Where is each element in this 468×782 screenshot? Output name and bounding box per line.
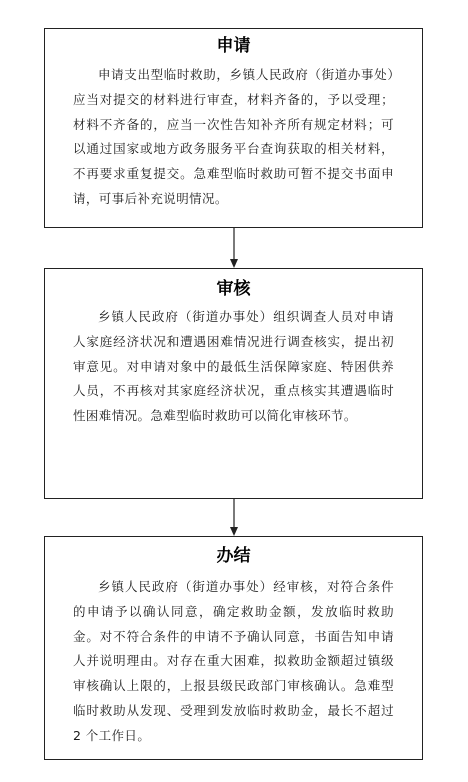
step-title-apply: 申请: [216, 36, 251, 56]
step-box-apply: [44, 28, 423, 228]
step-title-review: 审核: [216, 279, 251, 299]
arrow-review-to-complete: [227, 499, 241, 536]
step-box-complete: [44, 536, 423, 760]
step-text-complete: 乡镇人民政府（街道办事处）经审核，对符合条件的申请予以确认同意，确定救助金额，发放临时救助金。对不符合条件的申请不予确认同意，书面告知申请人并说明理由。对存在重大困难，拟救助金额超过镇级审核确认上限的，上报县级民政部门审核确认。急难型临时救助从发现、受理到发放临时救助金，最长不超过 2 个工作日。: [73, 579, 394, 743]
step-text-apply: 申请支出型临时救助，乡镇人民政府（街道办事处）应当对提交的材料进行审查，材料齐备的，予以受理；材料不齐备的，应当一次性告知补齐所有规定材料；可以通过国家或地方政务服务平台查询获取的相关材料，不再要求重复提交。急难型临时救助可暂不提交书面申请，可事后补充说明情况。: [73, 67, 394, 206]
step-box-review: [44, 268, 423, 499]
step-title-complete: 办结: [216, 546, 251, 566]
step-text-review: 乡镇人民政府（街道办事处）组织调查人员对申请人家庭经济状况和遭遇困难情况进行调查核实，提出初审意见。对申请对象中的最低生活保障家庭、特困供养人员，不再核对其家庭经济状况，重点核实其遭遇临时性困难情况。急难型临时救助可以简化审核环节。: [73, 309, 394, 424]
arrow-apply-to-review: [227, 228, 241, 268]
